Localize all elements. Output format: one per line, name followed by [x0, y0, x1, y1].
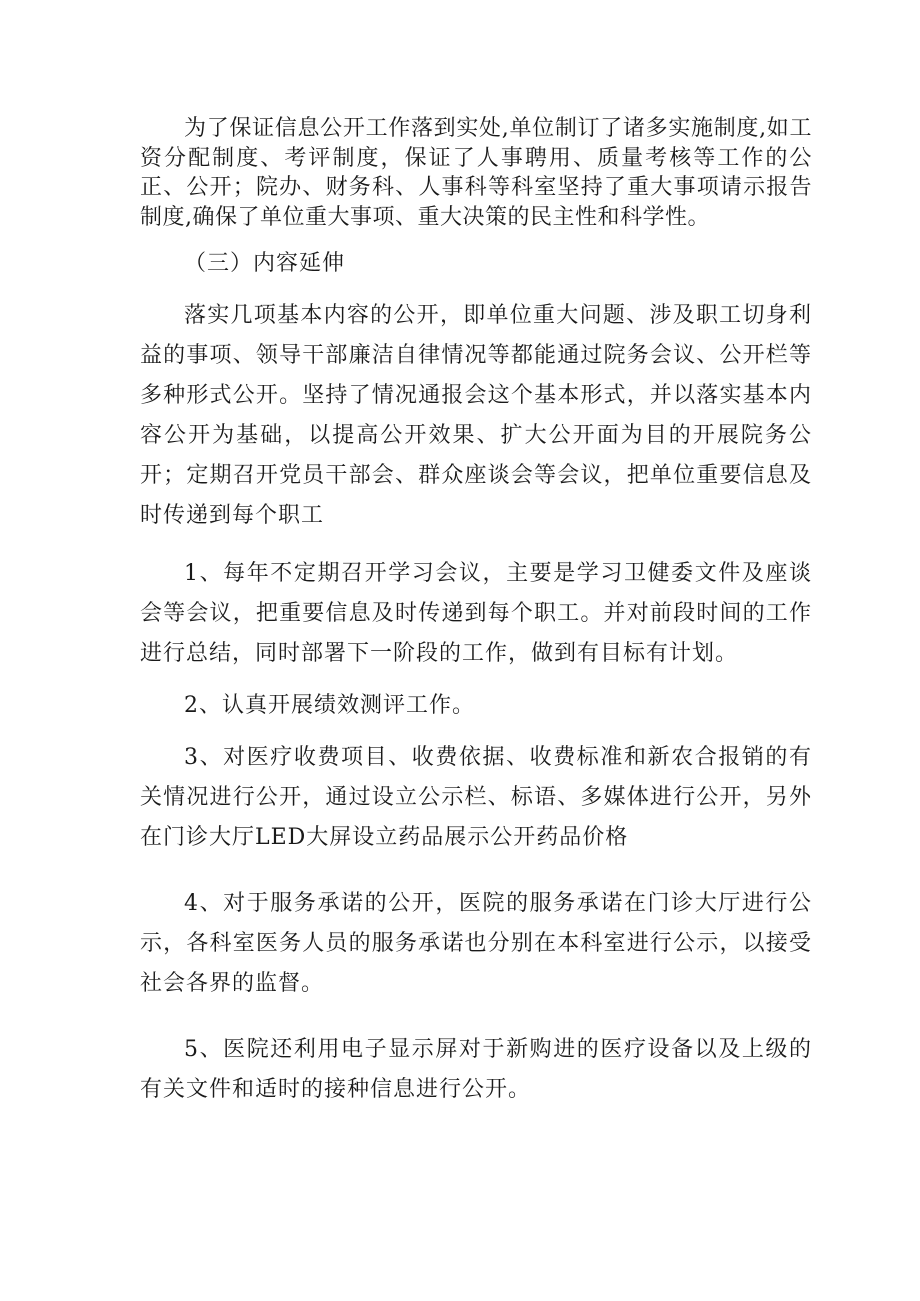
list-item-5: 5、医院还利用电子显示屏对于新购进的医疗设备以及上级的有关文件和适时的接种信息进行公开。 — [140, 1037, 812, 1102]
document-page — [140, 114, 812, 1110]
list-item-3: 3、对医疗收费项目、收费依据、收费标准和新农合报销的有关情况进行公开，通过设立公示栏、标语、多媒体进行公开，另外在门诊大厅LED大屏设立药品展示公开药品价格 — [140, 745, 812, 850]
list-item-1: 1、每年不定期召开学习会议，主要是学习卫健委文件及座谈会等会议，把重要信息及时传递到每个职工。并对前段时间的工作进行总结，同时部署下一阶段的工作，做到有目标有计划。 — [140, 561, 812, 666]
list-item-2: 2、认真开展绩效测评工作。 — [184, 693, 475, 718]
section-heading-content-extension: （三）内容延伸 — [184, 251, 346, 276]
paragraph-implementation-systems: 为了保证信息公开工作落到实处,单位制订了诸多实施制度,如工资分配制度、考评制度，保证了人事聘用、质量考核等工作的公正、公开；院办、财务科、人事科等科室坚持了重大事项请示报告制度,确保了单位重大事项、重大决策的民主性和科学性。 — [140, 116, 812, 230]
paragraph-basic-content-disclosure: 落实几项基本内容的公开，即单位重大问题、涉及职工切身利益的事项、领导干部廉洁自律情况等都能通过院务会议、公开栏等多种形式公开。坚持了情况通报会这个基本形式，并以落实基本内容公开为基础，以提高公开效果、扩大公开面为目的开展院务公开；定期召开党员干部会、群众座谈会等会议，把单位重要信息及时传递到每个职工 — [140, 303, 812, 528]
list-item-4: 4、对于服务承诺的公开，医院的服务承诺在门诊大厅进行公示，各科室医务人员的服务承诺也分别在本科室进行公示，以接受社会各界的监督。 — [140, 891, 812, 996]
